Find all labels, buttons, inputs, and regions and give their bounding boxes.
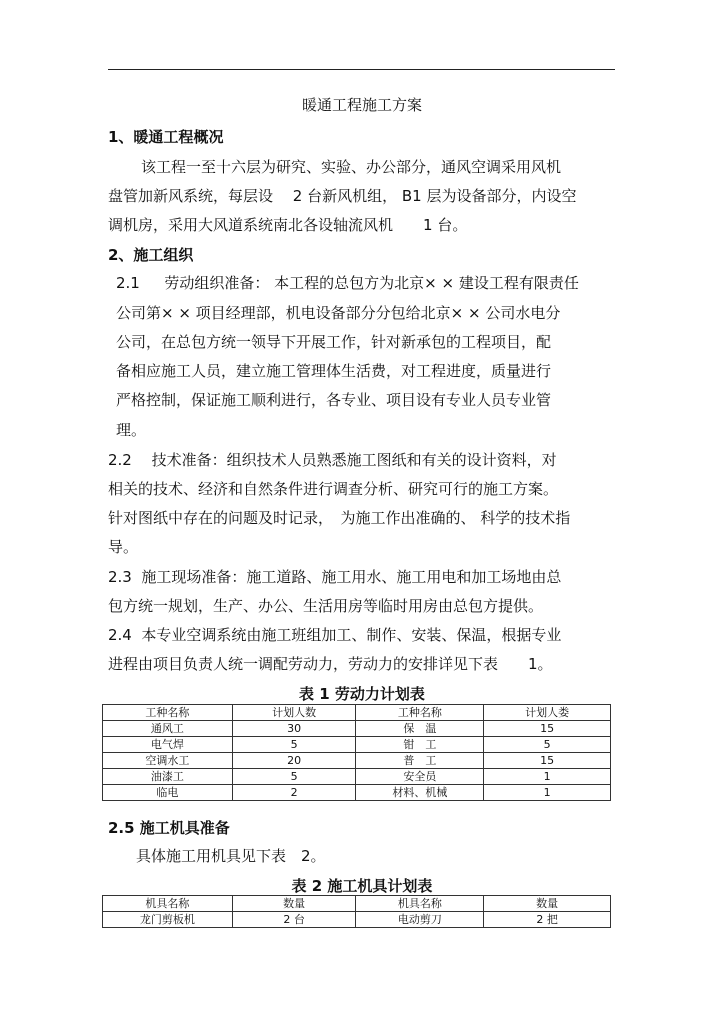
s21-line-1: 2.1 劳动组织准备： 本工程的总包方为北京× × 建设工程有限责任 [116, 274, 579, 292]
table-cell: 安全员 [356, 769, 484, 785]
table-row [103, 769, 611, 785]
header-cell: 数量 [232, 896, 356, 912]
header-cell: 机具名称 [103, 896, 233, 912]
table-header-row [103, 705, 611, 721]
header-cell: 数量 [484, 896, 611, 912]
table-cell: 油漆工 [103, 769, 233, 785]
table-row [103, 785, 611, 801]
table-cell: 通风工 [103, 721, 233, 737]
s21-line-5: 严格控制，保证施工顺利进行，各专业、项目设有专业人员专业管 [116, 391, 552, 409]
table-header-row [103, 896, 611, 912]
table-cell: 30 [232, 721, 356, 737]
table-cell: 20 [232, 753, 356, 769]
s24-line-1: 2.4 本专业空调系统由施工班组加工、制作、安装、保温，根据专业 [108, 626, 562, 644]
table-cell: 5 [484, 737, 611, 753]
s23-line-2: 包方统一规划，生产、办公、生活用房等临时用房由总包方提供。 [108, 597, 544, 615]
table-cell: 2 台 [232, 912, 356, 928]
table-cell: 钳 工 [356, 737, 484, 753]
table-row [103, 912, 611, 928]
table-2-caption: 表 2 施工机具计划表 [291, 877, 433, 895]
table-cell: 2 把 [484, 912, 611, 928]
table-cell: 电气焊 [103, 737, 233, 753]
section-2-heading: 2、施工组织 [108, 246, 194, 264]
s22-line-3: 针对图纸中存在的问题及时记录， 为施工作出准确的、 科学的技术指 [108, 509, 571, 527]
header-rule [108, 69, 615, 70]
table-cell: 1 [484, 785, 611, 801]
s21-line-6: 理。 [116, 421, 147, 439]
table-cell: 龙门剪板机 [103, 912, 233, 928]
header-cell: 机具名称 [356, 896, 484, 912]
table-cell: 15 [484, 753, 611, 769]
table-cell: 电动剪刀 [356, 912, 484, 928]
s25-line: 具体施工用机具见下表 2。 [136, 847, 326, 865]
equipment-plan-table [102, 895, 611, 928]
table-row [103, 737, 611, 753]
header-cell: 工种名称 [103, 705, 233, 721]
section-1-heading: 1、暖通工程概况 [108, 128, 224, 146]
table-cell: 15 [484, 721, 611, 737]
table-cell: 2 [232, 785, 356, 801]
table-cell: 5 [232, 769, 356, 785]
table-cell: 1 [484, 769, 611, 785]
section-2-5-heading: 2.5 施工机具准备 [108, 819, 230, 837]
s21-line-3: 公司，在总包方统一领导下开展工作，针对新承包的工程项目，配 [116, 333, 552, 351]
document-title: 暖通工程施工方案 [301, 96, 422, 114]
table-cell: 保 温 [356, 721, 484, 737]
table-row [103, 721, 611, 737]
table-cell: 临电 [103, 785, 233, 801]
header-cell: 计划人数 [232, 705, 356, 721]
header-cell: 计划人娄 [484, 705, 611, 721]
s22-line-2: 相关的技术、经济和自然条件进行调查分析、研究可行的施工方案。 [108, 480, 559, 498]
table-cell: 普 工 [356, 753, 484, 769]
header-cell: 工种名称 [356, 705, 484, 721]
s1-line-2: 盘管加新风系统，每层设 2 台新风机组， B1 层为设备部分，内设空 [108, 187, 577, 205]
s21-line-4: 备相应施工人员，建立施工管理体生活费，对工程进度，质量进行 [116, 362, 552, 380]
s23-line-1: 2.3 施工现场准备：施工道路、施工用水、施工用电和加工场地由总 [108, 568, 562, 586]
labor-plan-table [102, 704, 611, 801]
s22-line-4: 导。 [108, 538, 139, 556]
table-row [103, 753, 611, 769]
table-1-caption: 表 1 劳动力计划表 [299, 685, 425, 703]
s1-line-3: 调机房，采用大风道系统南北各设轴流风机 1 台。 [108, 216, 468, 234]
s24-line-2: 进程由项目负责人统一调配劳动力，劳动力的安排详见下表 1。 [108, 655, 553, 673]
s1-line-1: 该工程一至十六层为研究、实验、办公部分，通风空调采用风机 [141, 158, 562, 176]
s21-line-2: 公司第× × 项目经理部，机电设备部分分包给北京× × 公司水电分 [116, 304, 561, 322]
s22-line-1: 2.2 技术准备：组织技术人员熟悉施工图纸和有关的设计资料，对 [108, 451, 557, 469]
table-cell: 5 [232, 737, 356, 753]
table-cell: 材料、机械 [356, 785, 484, 801]
table-cell: 空调水工 [103, 753, 233, 769]
